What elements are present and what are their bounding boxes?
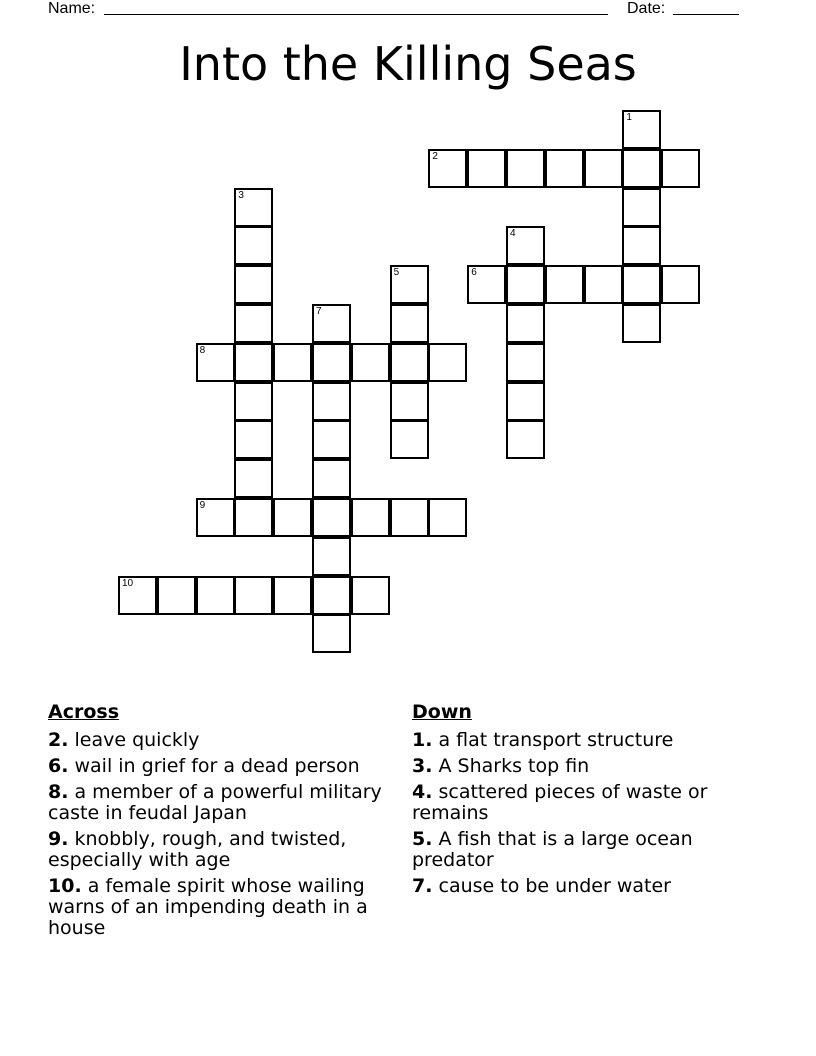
clue-text: A fish that is a large ocean predator — [412, 828, 693, 871]
cell-number: 2 — [432, 150, 438, 162]
cell-number: 10 — [122, 577, 134, 589]
grid-cell[interactable] — [196, 576, 235, 615]
grid-cell[interactable] — [312, 420, 351, 459]
down-clue — [412, 782, 732, 824]
grid-cell[interactable] — [234, 265, 273, 304]
grid-cell[interactable] — [390, 343, 429, 382]
grid-cell[interactable] — [312, 537, 351, 576]
down-clue — [412, 756, 732, 777]
grid-cell[interactable] — [196, 498, 235, 537]
grid-cell[interactable] — [584, 149, 623, 188]
clue-text: knobbly, rough, and twisted, especially with age — [48, 828, 347, 871]
grid-cell[interactable] — [428, 149, 467, 188]
clue-text: a female spirit whose wailing warns of an impending death in a house — [48, 875, 368, 939]
clue-text: cause to be under water — [432, 875, 671, 897]
grid-cell[interactable] — [234, 304, 273, 343]
clue-number: 10. — [48, 875, 82, 897]
cell-number: 1 — [626, 112, 632, 123]
down-heading: Down — [412, 701, 472, 723]
grid-cell[interactable] — [390, 498, 429, 537]
cell-number: 9 — [199, 500, 206, 511]
grid-cell[interactable] — [351, 498, 390, 537]
cell-number: 4 — [510, 228, 516, 240]
grid-cell[interactable] — [312, 343, 351, 382]
grid-cell[interactable] — [506, 304, 545, 343]
clue-number: 8. — [48, 781, 69, 803]
across-heading: Across — [48, 701, 120, 723]
down-clues — [412, 700, 732, 902]
cell-number: 3 — [238, 189, 244, 201]
grid-cell[interactable] — [157, 576, 196, 615]
grid-cell[interactable] — [312, 576, 351, 615]
date-label: Date: — [627, 0, 666, 17]
grid-cell[interactable] — [428, 498, 467, 537]
grid-cell[interactable] — [118, 576, 157, 615]
grid-cell[interactable] — [312, 459, 351, 498]
grid-cell[interactable] — [312, 614, 351, 653]
grid-cell[interactable] — [390, 420, 429, 459]
grid-cell[interactable] — [622, 149, 661, 188]
grid-cell[interactable] — [312, 382, 351, 421]
grid-cell[interactable] — [312, 498, 351, 537]
grid-cell[interactable] — [351, 343, 390, 382]
grid-cell[interactable] — [234, 188, 273, 227]
clue-number: 4. — [412, 781, 433, 803]
grid-cell[interactable] — [234, 576, 273, 615]
grid-cell[interactable] — [506, 226, 545, 265]
grid-cell[interactable] — [622, 188, 661, 227]
cell-number: 6 — [471, 267, 477, 279]
grid-cell[interactable] — [661, 265, 700, 304]
puzzle-title: Into the Killing Seas — [179, 37, 637, 91]
grid-cell[interactable] — [467, 149, 506, 188]
clue-text: A Sharks top fin — [432, 755, 590, 777]
grid-cell[interactable] — [622, 110, 661, 149]
grid-cell[interactable] — [234, 420, 273, 459]
grid-cell[interactable] — [622, 304, 661, 343]
across-clue — [48, 782, 388, 824]
grid-cell[interactable] — [234, 498, 273, 537]
grid-cell[interactable] — [390, 304, 429, 343]
grid-cell[interactable] — [273, 498, 312, 537]
grid-cell[interactable] — [584, 265, 623, 304]
grid-cell[interactable] — [312, 304, 351, 343]
grid-cell[interactable] — [622, 226, 661, 265]
clue-text: leave quickly — [68, 729, 200, 751]
cell-number: 7 — [316, 306, 322, 317]
clue-number: 3. — [412, 755, 433, 777]
clue-text: wail in grief for a dead person — [68, 755, 360, 777]
across-clue — [48, 876, 388, 939]
across-clues — [48, 700, 388, 944]
grid-cell[interactable] — [661, 149, 700, 188]
grid-cell[interactable] — [467, 265, 506, 304]
grid-cell[interactable] — [234, 343, 273, 382]
grid-cell[interactable] — [234, 459, 273, 498]
grid-cell[interactable] — [351, 576, 390, 615]
grid-cell[interactable] — [545, 265, 584, 304]
grid-cell[interactable] — [506, 149, 545, 188]
name-label: Name: — [48, 0, 96, 17]
grid-cell[interactable] — [390, 382, 429, 421]
grid-cell[interactable] — [234, 226, 273, 265]
grid-cell[interactable] — [390, 265, 429, 304]
clue-text: scattered pieces of waste or remains — [412, 781, 708, 824]
grid-cell[interactable] — [234, 382, 273, 421]
cell-number: 5 — [393, 267, 400, 279]
clue-number: 2. — [48, 729, 69, 751]
across-clue — [48, 730, 388, 751]
clue-text: a member of a powerful military caste in feudal Japan — [48, 781, 382, 824]
clue-number: 7. — [412, 875, 433, 897]
down-clue — [412, 876, 732, 897]
grid-cell[interactable] — [622, 265, 661, 304]
down-clue — [412, 829, 732, 871]
grid-cell[interactable] — [273, 576, 312, 615]
clue-number: 5. — [412, 828, 433, 850]
across-clue — [48, 756, 388, 777]
grid-cell[interactable] — [506, 420, 545, 459]
clue-text: a flat transport structure — [432, 729, 674, 751]
grid-cell[interactable] — [273, 343, 312, 382]
cell-number: 8 — [199, 344, 206, 356]
grid-cell[interactable] — [428, 343, 467, 382]
down-clue — [412, 730, 732, 751]
grid-cell[interactable] — [196, 343, 235, 382]
clue-number: 9. — [48, 828, 69, 850]
grid-cell[interactable] — [506, 265, 545, 304]
clue-number: 1. — [412, 729, 433, 751]
clue-number: 6. — [48, 755, 69, 777]
grid-cell[interactable] — [545, 149, 584, 188]
grid-cell[interactable] — [506, 343, 545, 382]
across-clue — [48, 829, 388, 871]
grid-cell[interactable] — [506, 382, 545, 421]
